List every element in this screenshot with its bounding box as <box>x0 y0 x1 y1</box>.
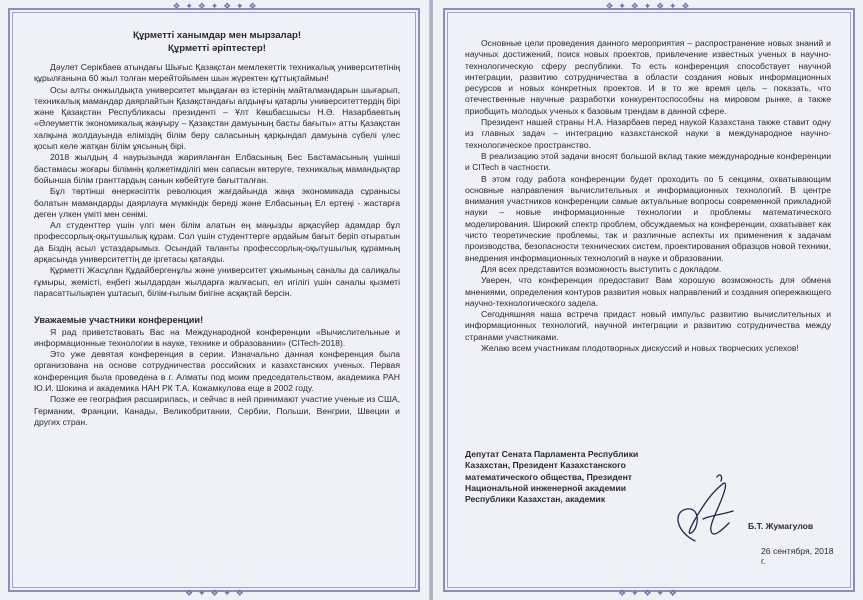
greeting-kz-2: Құрметті әріптестер! <box>168 43 266 54</box>
signature-date: 26 сентября, 2018 г. <box>761 546 834 566</box>
handwritten-signature-icon <box>665 471 745 549</box>
ru-paragraph: Основные цели проведения данного мероприятия – распространение новых знаний и научных достижений, поиск новых проектов, привлечение известных ученых в научно-технологическую сферу республики. То есть конференция способствует научной интеграции, развитию сотрудничества в области создания новых информационных ресурсов и новых конкретных проектов. И в то же время цель – показать, что отечественные научные разработки конкурентоспособны на мировом рынке, а также приобщить молодых ученых к базовым трендам в данной сфере. <box>465 38 831 116</box>
ru-paragraph: Президент нашей страны Н.А. Назарбаев перед наукой Казахстана также ставит одну из главных задач – интеграцию казахстанской науки в международное научно-технологическое пространство. <box>465 117 831 150</box>
kz-paragraph: Бұл төртінші өнеркәсіптік революция жағдайында жаңа экономикада сұранысы болатын мамандарды даярлауға мүмкіндік береді және Елбасының Ел ертеңі - жастарға деген үлкен үміті мен сенімі. <box>34 186 400 219</box>
signatory-name: Б.Т. Жумагулов <box>748 521 814 531</box>
ornament-top-left-icon: ❖ ✦ ❖ ✦ ❖ ✦ ❖ <box>172 2 258 12</box>
ru-paragraph: Это уже девятая конференция в серии. Изначально данная конференция была организована на основе сотрудничества российских и казахстанских ученых. Первая конференция была проведена в г. Алматы под моим председательством, академика РАН Ю.И. Шокина и академика НАН РК Т.А. Кожамкулова еще в 2002 году. <box>34 349 400 394</box>
right-page <box>433 0 863 600</box>
ru-paragraph: Сегодняшняя наша встреча придаст новый импульс развитию вычислительных и информационных технологий, научной интеграции и развитию сотрудничества между странами участниками. <box>465 309 831 342</box>
ru-paragraph: Позже ее география расширилась, и сейчас в ней принимают участие ученые из США, Германии, Франции, Канады, Великобритании, Сербии, Польши, Венгрии, Швеции и других стран. <box>34 394 400 427</box>
kz-paragraph: Құрметті Жасұлан Құдайбергенұлы және университет ұжымының саналы да салиқалы ғұмыры, жемісті, еңбегі жылдардан жылдарға жалғасып, ел игілігі үшін саналы қызметі парасаттылықпен ұштасып, білім-ғылым биігіне асқақтай берсін. <box>34 265 400 298</box>
ru-paragraph: Уверен, что конференция предоставит Вам хорошую возможность для обмена мнениями, определения контуров развития новых направлений и создания опережающего научно-технологического задела. <box>465 275 831 308</box>
right-page-content <box>465 38 831 354</box>
signature-block <box>465 449 835 569</box>
ru-paragraph: Я рад приветствовать Вас на Международной конференции «Вычислительные и информационные технологии в науке, технике и образовании» (CITech-2018). <box>34 326 400 348</box>
ornament-top-right-icon: ❖ ✦ ❖ ✦ ❖ ✦ ❖ <box>605 2 691 12</box>
kz-paragraph: Ал студенттер үшін үлгі мен білім алатын ең маңызды арқасүйер адамдар бұл профессорлық-оқытушылық құрам. Сол үшін студенттерге әрдайым бағыт беріп отыратын да Біздің асыл ұстаздарымыз. Осындай таланты профессорлық-оқытушылық құрамның арқасында университеттің де іргетасы қатаяды. <box>34 220 400 265</box>
ornament-bottom-right-icon: ❖ ✦ ❖ ✦ ❖ <box>618 589 678 599</box>
ru-paragraph: В реализацию этой задачи вносят большой вклад такие международные конференции и CITech в частности. <box>465 150 831 173</box>
kz-paragraph: Дәулет Серікбаев атындағы Шығыс Қазақстан мемлекеттік техникалық университетінің құрылғанына 60 жыл толған мерейтойымен шын жүректен құттықтаймын! <box>34 62 400 84</box>
greeting-kz-1: Құрметті ханымдар мен мырзалар! <box>132 30 302 41</box>
signatory-title: Депутат Сената Парламента Республики Казахстан, Президент Казахстанского математического общества, Президент Национальной инженерной академии Республики Казахстан, академик <box>465 449 639 505</box>
kz-paragraph: 2018 жылдың 4 наурызында жарияланған Елбасының Бес Бастамасының үшінші бастамасы жоғары білімнің қолжетімділігі мен сапасын көтеруге, техникалық мамандықтар бойынша білім гранттардың санын көбейтуге бағытталған. <box>34 152 400 185</box>
ornament-bottom-left-icon: ❖ ✦ ❖ ✦ ❖ <box>185 589 245 599</box>
ru-paragraph: Для всех представится возможность выступить с докладом. <box>481 263 722 274</box>
left-page <box>0 0 430 600</box>
ru-paragraph: В этом году работа конференции будет проходить по 5 секциям, охватывающим основные направления вычислительных и информационных технологий. В центре внимания участников конференции самые актуальные вопросы современной прикладной науки – новые информационные технологии и проблемы математического моделирования. Широкий спектр проблем, обсуждаемых на конференции, охватывает как чисто теоретические проблемы, так и различные аспекты их применения к задачам производства, безопасности технических систем, проектирования образцов новой техники, внедрения информационных технологий в науке и образовании. <box>465 173 831 263</box>
kz-paragraph: Осы алты онжылдықта университет мыңдаған өз істерінің майталмандарын шығарып, техникалық мамандар даярлайтын Қазақстандағы алдыңғы қатарлы университеттердің бірі және Қазақстан Республикасы президенті – Ұлт Көшбасшысы Н.Ә. Назарбаевтың «Әлеуметтік экономикалық жаңғыру – Қазақстан дамуының басты бағыты» атты Қазақстан халқына жолдауында еліміздің білім беру саласының қарқындап дамуына сүбелі үлес қосып келе жатқан білім ұясының бірі. <box>34 84 400 152</box>
ru-paragraph: Желаю всем участникам плодотворных дискуссий и новых творческих успехов! <box>481 343 799 354</box>
left-page-content <box>34 29 400 428</box>
ru-heading: Уважаемые участники конференции! <box>34 315 204 326</box>
